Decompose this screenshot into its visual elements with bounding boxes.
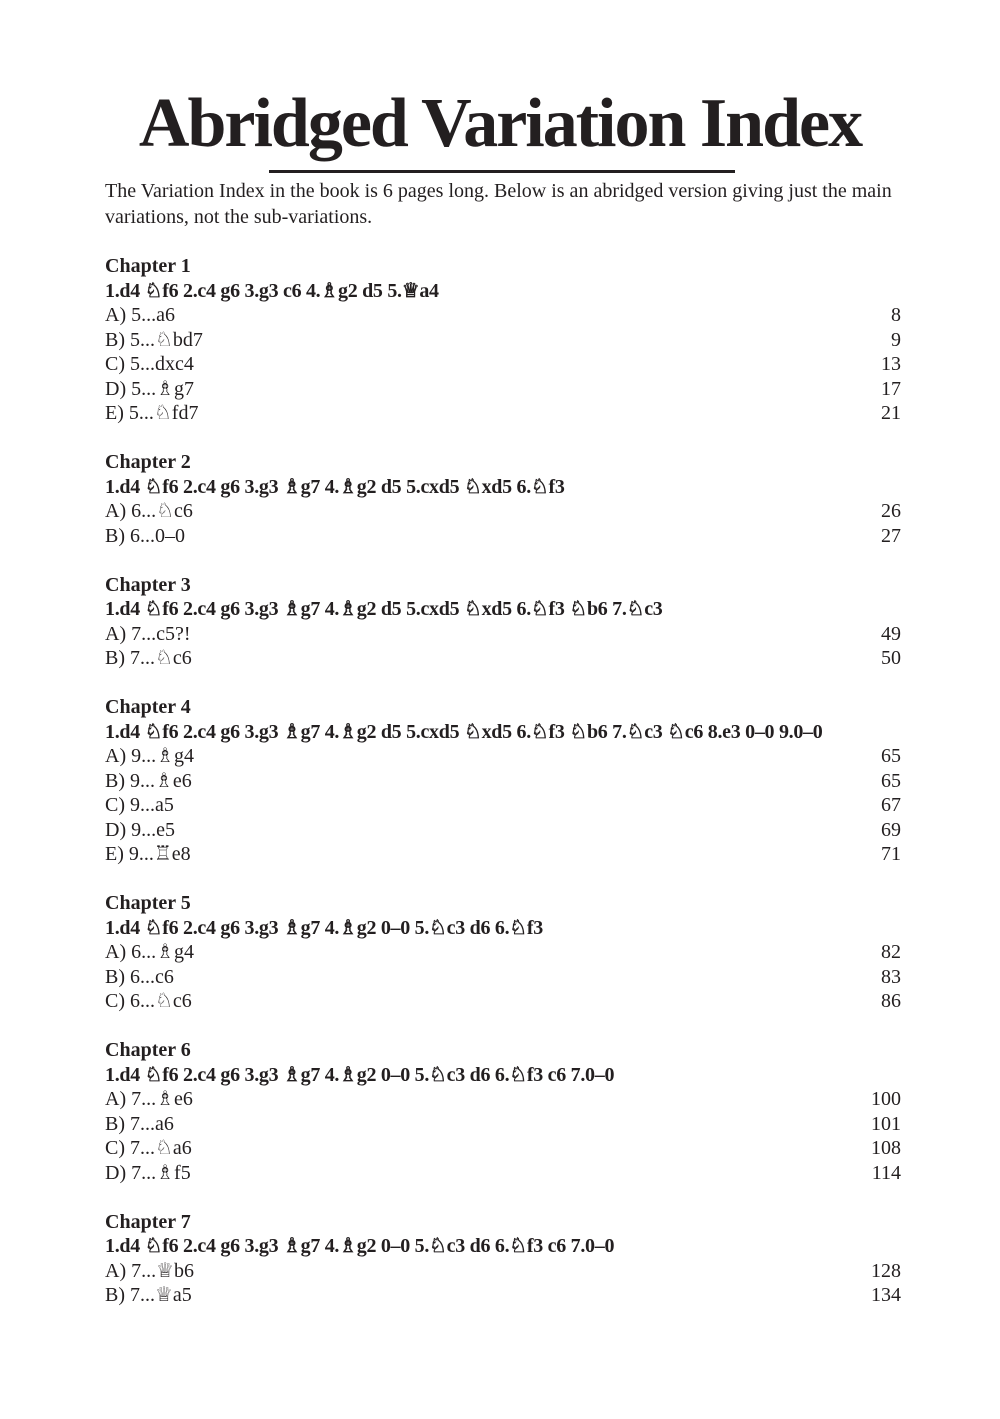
variation-page-number: 82	[881, 941, 901, 963]
chapter-section	[105, 573, 901, 671]
variation-entry	[105, 940, 901, 965]
variation-page-number: 83	[881, 965, 901, 988]
variation-label: A) 6...♗g4	[105, 941, 195, 963]
variation-page-number: 26	[881, 500, 901, 522]
variation-label: B) 5...♘bd7	[105, 328, 203, 351]
variation-page-number: 50	[881, 647, 901, 669]
variation-page-number: 101	[871, 1112, 901, 1135]
variation-entry	[105, 499, 901, 524]
variation-entry	[105, 1283, 901, 1308]
variation-page-number: 128	[871, 1259, 901, 1282]
variation-page-number: 65	[881, 769, 901, 792]
variation-entry	[105, 328, 901, 353]
variation-entry	[105, 401, 901, 426]
variation-label: A) 6...♘c6	[105, 500, 193, 522]
variation-label: A) 5...a6	[105, 304, 175, 326]
variation-page-number: 69	[881, 818, 901, 841]
variation-page-number: 21	[881, 402, 901, 424]
variation-label: D) 7...♗f5	[105, 1161, 191, 1184]
variation-label: D) 5...♗g7	[105, 377, 195, 400]
variation-label: E) 5...♘fd7	[105, 402, 199, 424]
chapter-moves: 1.d4 ♘f6 2.c4 g6 3.g3 ♗g7 4.♗g2 0–0 5.♘c3 d6 6.♘f3 c6 7.0–0	[105, 1235, 615, 1257]
variation-page-number: 65	[881, 745, 901, 767]
variation-page-number: 9	[891, 328, 901, 351]
title-underline	[269, 170, 735, 173]
variation-page-number: 13	[881, 353, 901, 375]
variation-label: B) 9...♗e6	[105, 769, 192, 792]
variation-entry	[105, 524, 901, 549]
chapter-moves: 1.d4 ♘f6 2.c4 g6 3.g3 ♗g7 4.♗g2 0–0 5.♘c3 d6 6.♘f3	[105, 916, 543, 939]
variation-entry	[105, 1112, 901, 1137]
variation-entry	[105, 965, 901, 990]
variation-page-number: 86	[881, 990, 901, 1012]
variation-label: D) 9...e5	[105, 818, 175, 841]
chapter-moves: 1.d4 ♘f6 2.c4 g6 3.g3 ♗g7 4.♗g2 d5 5.cxd5 ♘xd5 6.♘f3 ♘b6 7.♘c3 ♘c6 8.e3 0–0 9.0–0	[105, 720, 823, 743]
chapter-title: Chapter 3	[105, 573, 191, 596]
chapter-title: Chapter 4	[105, 696, 191, 718]
variation-label: C) 7...♘a6	[105, 1137, 192, 1159]
variation-label: A) 7...♕b6	[105, 1259, 195, 1282]
variation-page-number: 8	[891, 304, 901, 326]
variation-label: A) 9...♗g4	[105, 745, 195, 767]
variation-page-number: 67	[881, 794, 901, 816]
chapter-section	[105, 695, 901, 867]
variation-label: B) 6...c6	[105, 965, 174, 988]
variation-label: B) 7...a6	[105, 1112, 174, 1135]
variation-label: B) 6...0–0	[105, 524, 185, 547]
intro-paragraph: The Variation Index in the book is 6 pages long. Below is an abridged version giving just the main variations, not the sub-variations.	[105, 180, 892, 228]
variation-entry	[105, 744, 901, 769]
chapter-title: Chapter 2	[105, 451, 191, 473]
variation-label: C) 5...dxc4	[105, 353, 194, 375]
variation-entry	[105, 769, 901, 794]
chapter-section	[105, 254, 901, 426]
variation-entry	[105, 646, 901, 671]
chapter-title: Chapter 7	[105, 1210, 191, 1233]
variation-page-number: 108	[871, 1137, 901, 1159]
variation-entry	[105, 818, 901, 843]
variation-label: B) 7...♘c6	[105, 647, 192, 669]
variation-page-number: 100	[871, 1088, 901, 1110]
chapter-title: Chapter 5	[105, 892, 191, 914]
variation-label: C) 9...a5	[105, 794, 174, 816]
variation-label: A) 7...c5?!	[105, 622, 191, 645]
variation-page-number: 49	[881, 622, 901, 645]
chapter-moves: 1.d4 ♘f6 2.c4 g6 3.g3 ♗g7 4.♗g2 0–0 5.♘c3 d6 6.♘f3 c6 7.0–0	[105, 1063, 615, 1086]
variation-entry	[105, 622, 901, 647]
chapter-title: Chapter 1	[105, 255, 191, 277]
variation-label: A) 7...♗e6	[105, 1088, 193, 1110]
variation-entry	[105, 842, 901, 867]
variation-page-number: 17	[881, 377, 901, 400]
variation-entry	[105, 377, 901, 402]
chapter-section	[105, 1038, 901, 1185]
chapter-title: Chapter 6	[105, 1039, 191, 1061]
chapter-list	[105, 254, 901, 1332]
variation-page-number: 114	[871, 1161, 901, 1184]
chapter-section	[105, 1210, 901, 1308]
variation-entry	[105, 1259, 901, 1284]
variation-entry	[105, 352, 901, 377]
chapter-section	[105, 450, 901, 548]
chapter-moves: 1.d4 ♘f6 2.c4 g6 3.g3 c6 4.♗g2 d5 5.♕a4	[105, 279, 439, 302]
variation-entry	[105, 1087, 901, 1112]
variation-page-number: 71	[881, 843, 901, 865]
variation-entry	[105, 989, 901, 1014]
chapter-moves: 1.d4 ♘f6 2.c4 g6 3.g3 ♗g7 4.♗g2 d5 5.cxd5 ♘xd5 6.♘f3 ♘b6 7.♘c3	[105, 598, 663, 620]
variation-label: E) 9...♖e8	[105, 843, 191, 865]
variation-label: C) 6...♘c6	[105, 990, 192, 1012]
chapter-section	[105, 891, 901, 1014]
variation-page-number: 27	[881, 524, 901, 547]
variation-entry	[105, 303, 901, 328]
variation-entry	[105, 793, 901, 818]
variation-entry	[105, 1161, 901, 1186]
page-title: Abridged Variation Index	[138, 85, 862, 162]
variation-page-number: 134	[871, 1284, 901, 1306]
variation-entry	[105, 1136, 901, 1161]
variation-label: B) 7...♕a5	[105, 1284, 192, 1306]
chapter-moves: 1.d4 ♘f6 2.c4 g6 3.g3 ♗g7 4.♗g2 d5 5.cxd5 ♘xd5 6.♘f3	[105, 475, 565, 498]
